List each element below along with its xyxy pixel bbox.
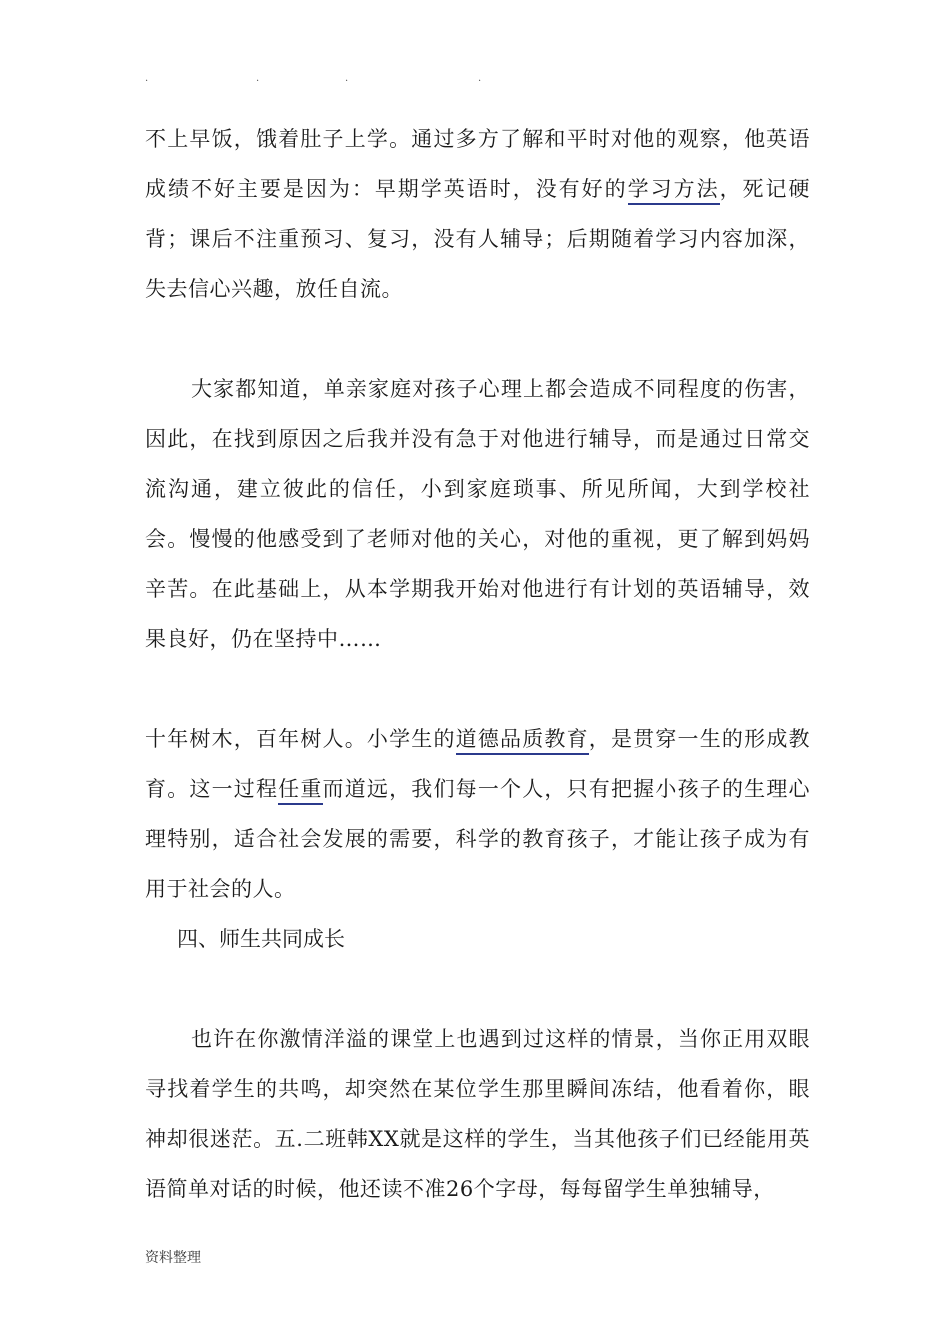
section-heading: 四、师生共同成长	[177, 927, 345, 951]
header-dot: .	[145, 73, 149, 84]
header-dots	[145, 74, 645, 84]
paragraph-text: 不上早饭，饿着肚子上学。通过多方了解和平时对他的观察，他英语成绩不好主要是因为：早期学英语时，没有好的	[145, 127, 810, 201]
paragraph-4: 也许在你激情洋溢的课堂上也遇到过这样的情景，当你正用双眼寻找着学生的共鸣，却突然在某位学生那里瞬间冻结，他看着你，眼神却很迷茫。五.二班韩XX就是这样的学生，当其他孩子们已经能用英语简单对话的时候，他还读不准26个字母，每每留学生单独辅导，	[145, 1027, 810, 1201]
paragraph-gap	[145, 664, 810, 714]
link-heavy-task[interactable]: 任重	[278, 777, 322, 805]
page-footer: 资料整理	[145, 1250, 201, 1266]
paragraph-2: 大家都知道，单亲家庭对孩子心理上都会造成不同程度的伤害，因此，在找到原因之后我并没有急于对他进行辅导，而是通过日常交流沟通，建立彼此的信任，小到家庭琐事、所见所闻，大到学校社会。慢慢的他感受到了老师对他的关心，对他的重视，更了解到妈妈辛苦。在此基础上，从本学期我开始对他进行有计划的英语辅导，效果良好，仍在坚持中……	[145, 377, 810, 651]
document-body	[145, 114, 810, 1214]
paragraph-text: ，是贯穿一生的形成教育。这一过程	[145, 727, 811, 801]
paragraph-1	[145, 114, 810, 314]
header-dot: .	[478, 73, 482, 84]
paragraph-text: 而道远，我们每一个人，只有把握小孩子的生理心理特别，适合社会发展的需要，科学的教育孩子，才能让孩子成为有用于社会的人。	[145, 777, 811, 901]
link-moral-education[interactable]: 道德品质教育	[456, 727, 589, 755]
paragraph-gap	[145, 964, 810, 1014]
paragraph-text: ，死记硬背；课后不注重预习、复习，没有人辅导；后期随着学习内容加深，失去信心兴趣，放任自流。	[145, 177, 811, 301]
link-learning-method[interactable]: 学习方法	[628, 177, 720, 205]
paragraph-3	[145, 714, 810, 914]
header-dot: .	[345, 73, 349, 84]
paragraph-text: 十年树木，百年树人。小学生的	[145, 727, 456, 751]
paragraph-gap	[145, 314, 810, 364]
header-dot: .	[256, 73, 260, 84]
